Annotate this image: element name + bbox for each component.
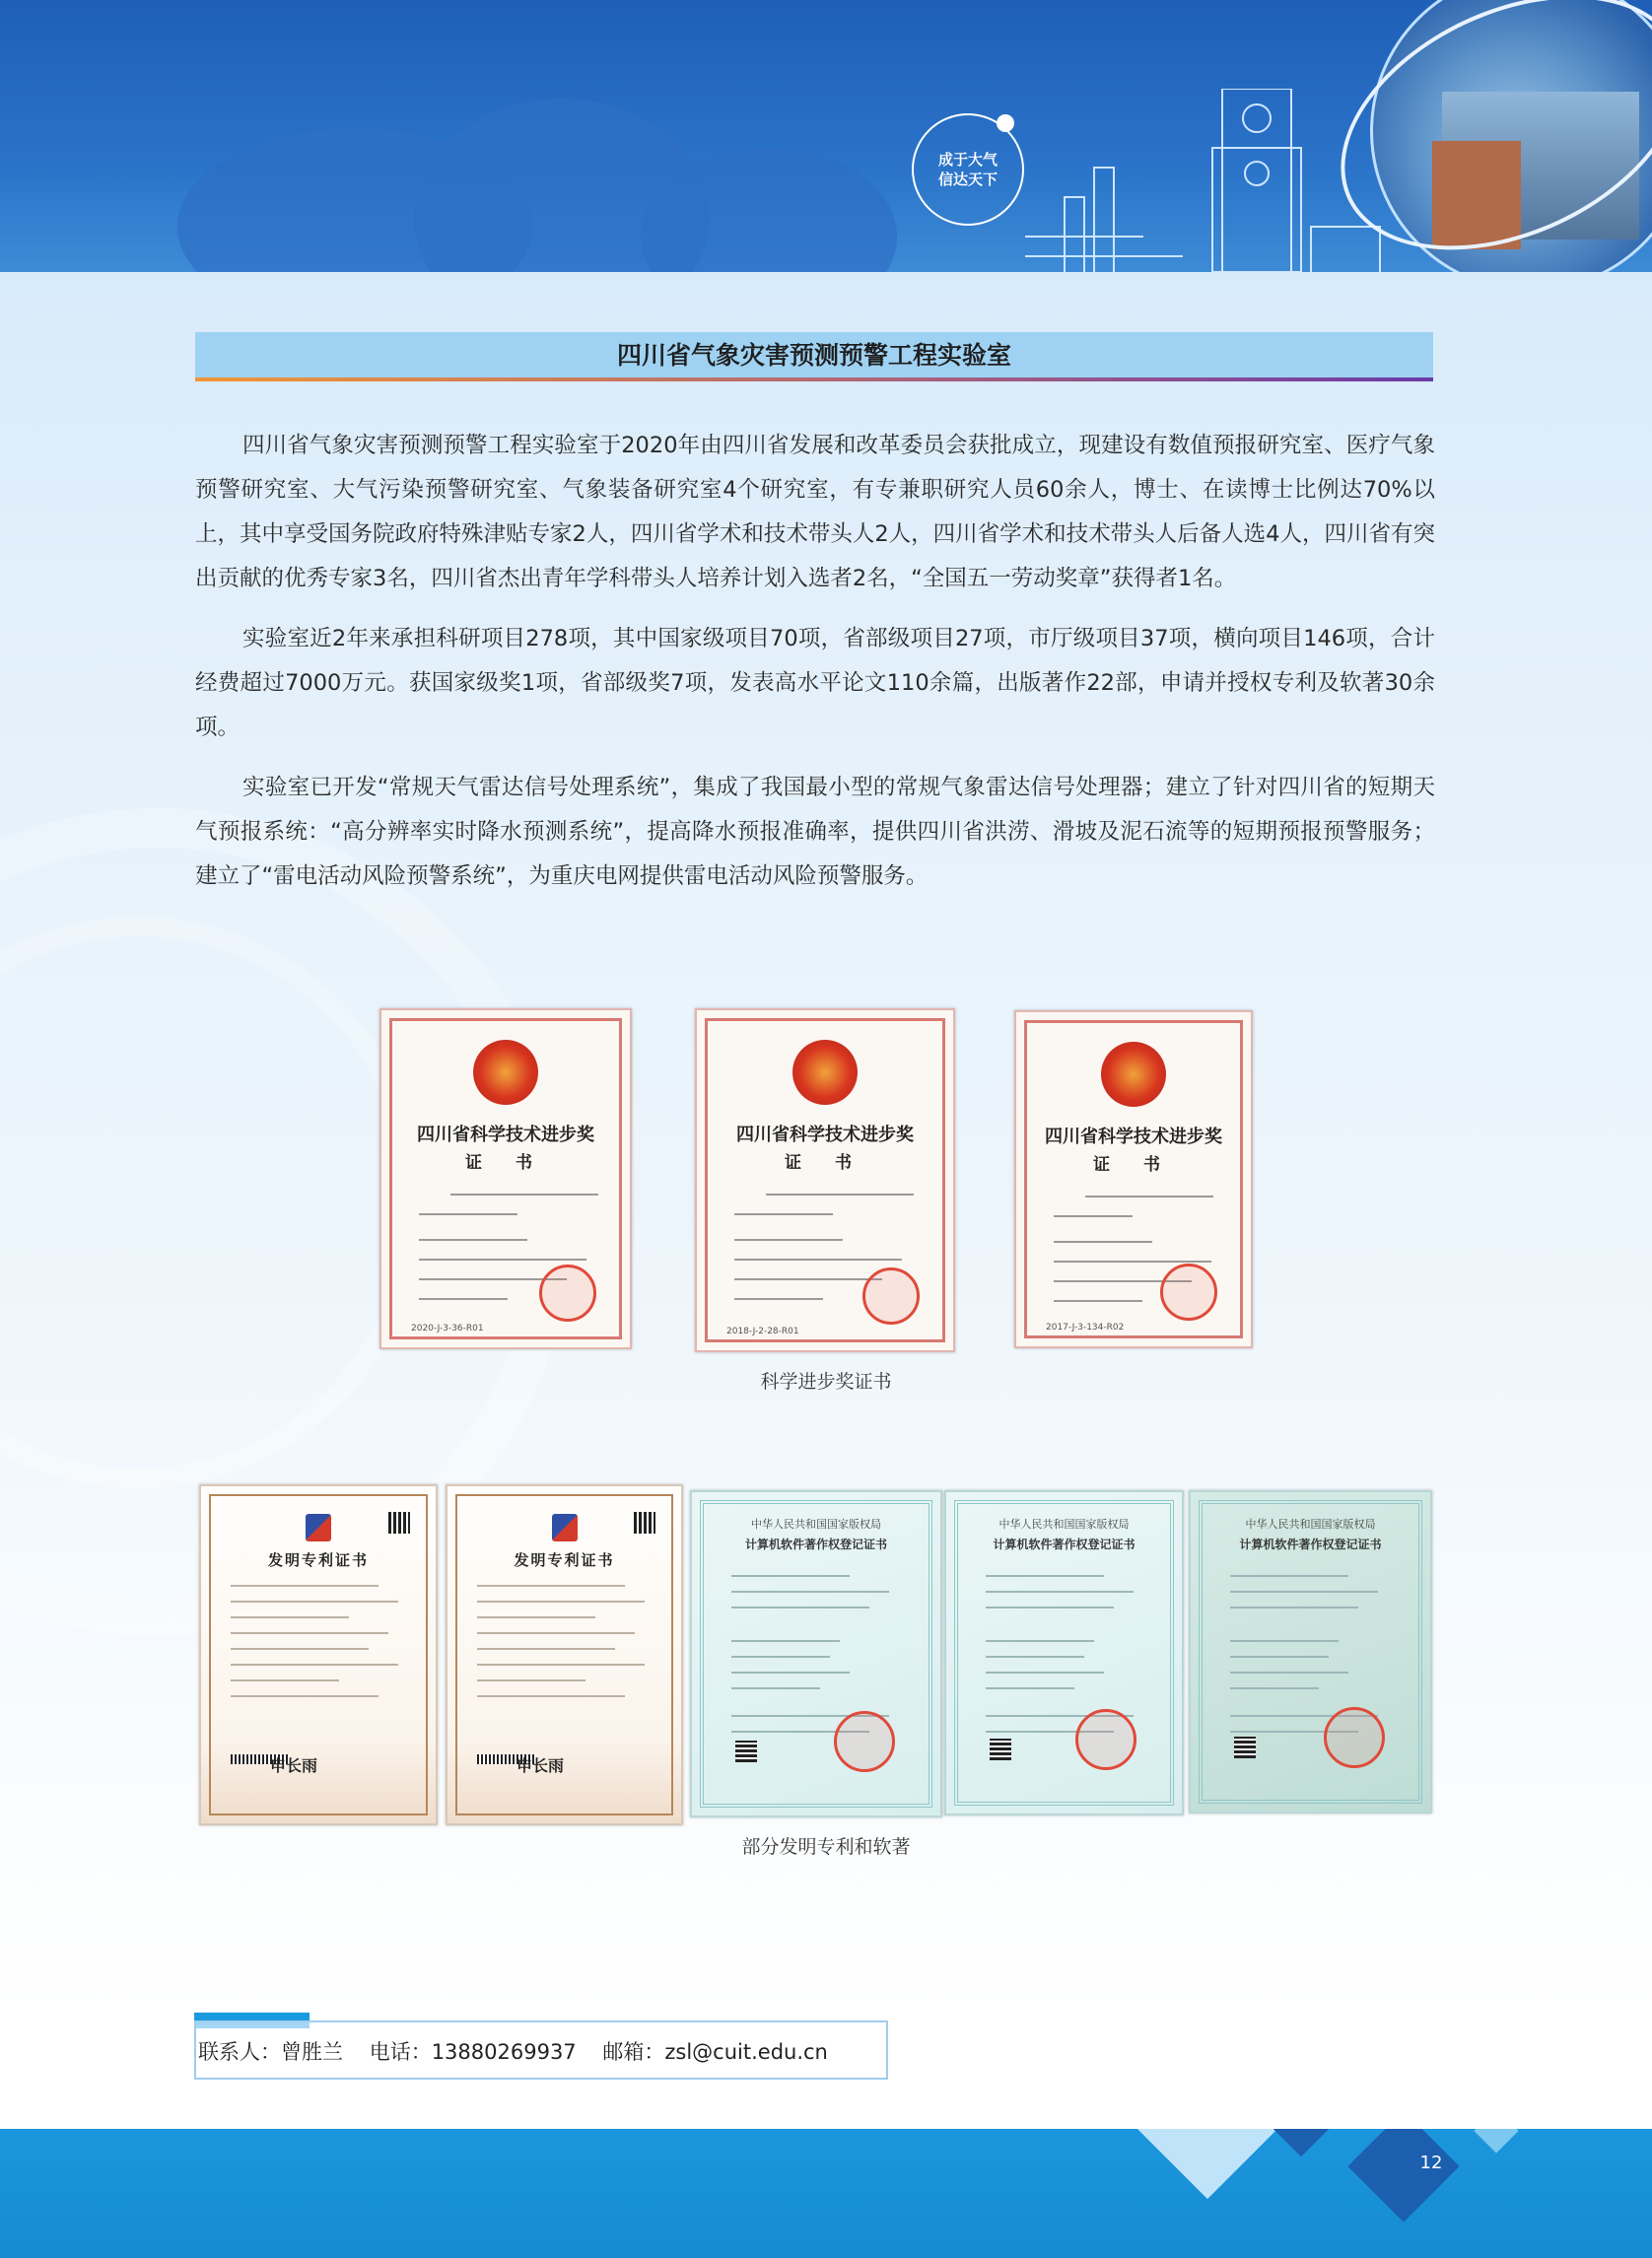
contact-text: 联系人：曾胜兰 电话：13880269937 邮箱：zsl@cuit.edu.cn bbox=[198, 2040, 828, 2064]
contact-box bbox=[194, 2020, 888, 2080]
slogan-seal bbox=[912, 113, 1024, 226]
paragraph: 四川省气象灾害预测预警工程实验室于2020年由四川省发展和改革委员会获批成立，现建设有数值预报研究室、医疗气象预警研究室、大气污染预警研究室、气象装备研究室4个研究室，有专兼职研究人员60余人，博士、在读博士比例达70%以上，其中享受国务院政府特殊津贴专家2人，四川省学术和技术带头人2人，四川省学术和技术带头人后备人选4人，四川省有突出贡献的优秀专家3名，四川省杰出青年学科带头人培养计划入选者2名，“全国五一劳动奖章”获得者1名。 bbox=[195, 433, 1435, 591]
signature: 申长雨 bbox=[270, 1756, 318, 1775]
qr-code-icon bbox=[1234, 1737, 1256, 1758]
red-seal-icon bbox=[862, 1267, 920, 1325]
award-certificate bbox=[695, 1008, 955, 1352]
paragraph: 实验室已开发“常规天气雷达信号处理系统”，集成了我国最小型的常规气象雷达信号处理器；建立了针对四川省的短期天气预报系统：“高分辨率实时降水预测系统”，提高降水预报准确率，提供四川省洪涝、滑坡及泥石流等的短期预报预警服务；建立了“雷电活动风险预警系统”，为重庆电网提供雷电活动风险预警服务。 bbox=[195, 775, 1435, 889]
national-emblem-icon bbox=[1101, 1042, 1166, 1107]
award-certificate bbox=[1014, 1010, 1253, 1348]
qr-code-icon bbox=[388, 1512, 410, 1534]
software-copyright-certificate bbox=[1189, 1490, 1432, 1813]
patent-office-logo-icon bbox=[552, 1514, 578, 1541]
certificate-subtitle: 证 书 bbox=[465, 1153, 546, 1173]
red-seal-icon bbox=[1324, 1707, 1385, 1768]
section-title: 四川省气象灾害预测预警工程实验室 bbox=[616, 341, 1011, 370]
qr-code-icon bbox=[990, 1739, 1011, 1760]
certificate-authority: 中华人民共和国国家版权局 bbox=[998, 1518, 1130, 1531]
award-certificate bbox=[379, 1008, 632, 1349]
red-seal-icon bbox=[834, 1711, 895, 1772]
patent-certificate bbox=[199, 1484, 438, 1825]
national-emblem-icon bbox=[792, 1040, 858, 1105]
body-text bbox=[195, 424, 1435, 915]
certificate-subtitle: 证 书 bbox=[1093, 1155, 1174, 1175]
page-number: 12 bbox=[1419, 2153, 1443, 2173]
patent-certificate bbox=[446, 1484, 683, 1825]
certificate-title: 发明专利证书 bbox=[514, 1551, 615, 1569]
certificate-title: 计算机软件著作权登记证书 bbox=[1239, 1538, 1382, 1551]
certificate-title: 发明专利证书 bbox=[267, 1551, 369, 1569]
page-header bbox=[0, 0, 1652, 272]
red-seal-icon bbox=[539, 1265, 596, 1322]
certificate-title: 四川省科学技术进步奖 bbox=[736, 1125, 914, 1145]
decorative-diamond bbox=[1474, 2129, 1518, 2154]
campus-skyline-icon bbox=[1025, 89, 1390, 272]
paragraph: 实验室近2年来承担科研项目278项，其中国家级项目70项，省部级项目27项，市厅级项目37项，横向项目146项，合计经费超过7000万元。获国家级奖1项，省部级奖7项，发表高水平论文110余篇，出版著作22部，申请并授权专利及软著30余项。 bbox=[195, 626, 1435, 740]
patent-caption: 部分发明专利和软著 bbox=[741, 1836, 911, 1858]
certificate-authority: 中华人民共和国国家版权局 bbox=[1245, 1518, 1376, 1531]
certificate-number: 2017-J-3-134-R02 bbox=[1046, 1323, 1125, 1333]
certificate-title: 计算机软件著作权登记证书 bbox=[993, 1538, 1136, 1551]
certificate-title: 四川省科学技术进步奖 bbox=[417, 1125, 594, 1145]
decorative-diamond bbox=[1273, 2129, 1330, 2156]
software-copyright-certificate bbox=[944, 1490, 1184, 1815]
certificate-subtitle: 证 书 bbox=[785, 1153, 865, 1173]
certificate-title: 计算机软件著作权登记证书 bbox=[744, 1538, 887, 1551]
qr-code-icon bbox=[634, 1512, 655, 1534]
software-copyright-certificate bbox=[690, 1490, 942, 1817]
decorative-diamond bbox=[1347, 2129, 1459, 2223]
title-underline bbox=[195, 377, 1433, 381]
certificate-number: 2020-J-3-36-R01 bbox=[411, 1324, 484, 1334]
section-title-bar bbox=[195, 332, 1433, 381]
certificate-title: 四川省科学技术进步奖 bbox=[1045, 1127, 1222, 1147]
signature: 申长雨 bbox=[516, 1756, 565, 1775]
decorative-diamond bbox=[1103, 2129, 1312, 2199]
certificate-number: 2018-J-2-28-R01 bbox=[726, 1327, 799, 1336]
award-caption: 科学进步奖证书 bbox=[760, 1371, 892, 1393]
patent-office-logo-icon bbox=[306, 1514, 331, 1541]
red-seal-icon bbox=[1160, 1264, 1217, 1321]
red-seal-icon bbox=[1075, 1709, 1136, 1770]
certificate-authority: 中华人民共和国国家版权局 bbox=[751, 1518, 881, 1531]
slogan-text: 成于大气 信达天下 bbox=[937, 151, 998, 188]
national-emblem-icon bbox=[473, 1040, 538, 1105]
page-footer bbox=[0, 2129, 1652, 2258]
qr-code-icon bbox=[735, 1741, 757, 1762]
